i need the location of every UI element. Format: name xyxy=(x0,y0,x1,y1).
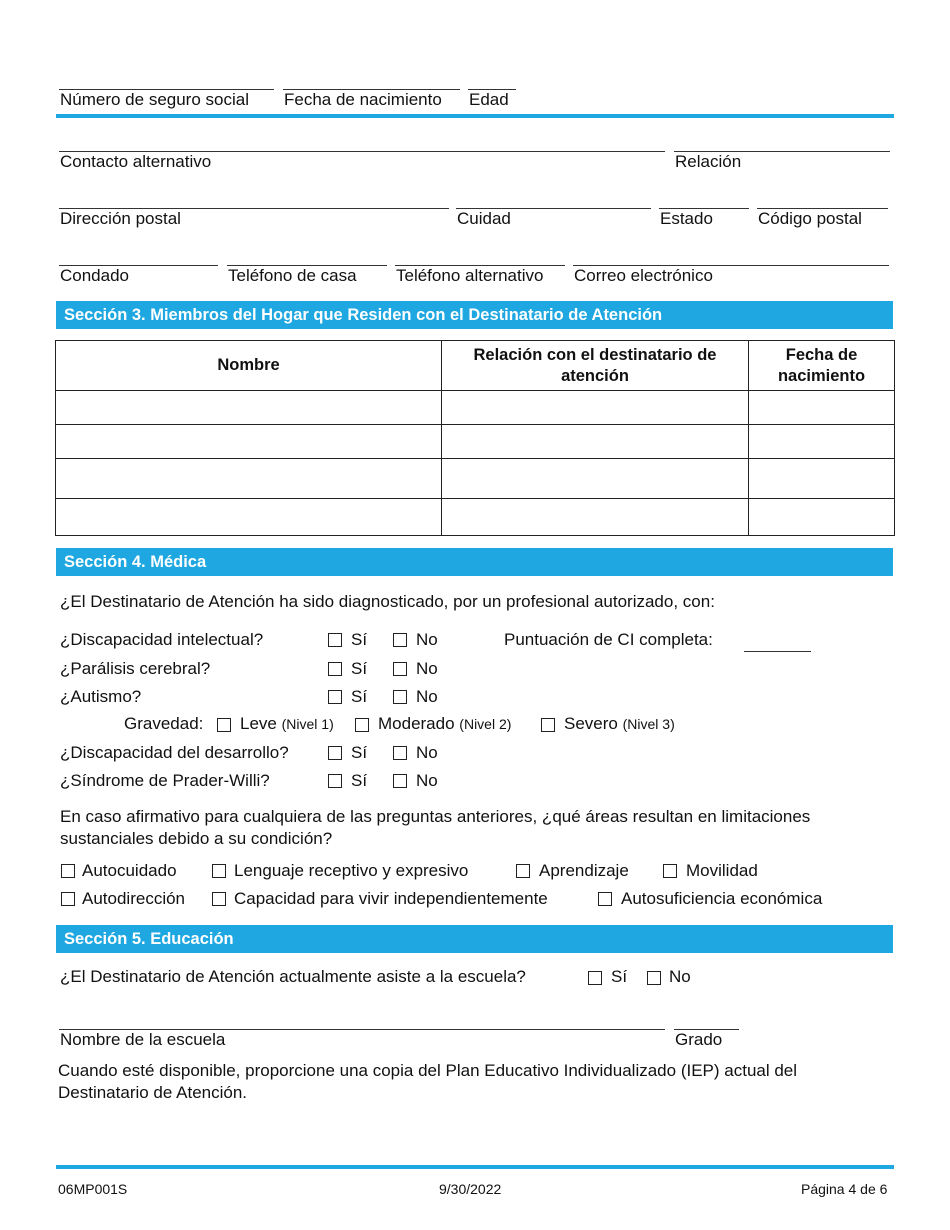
alt-phone-label: Teléfono alternativo xyxy=(396,266,544,285)
table-cell[interactable] xyxy=(442,499,749,536)
col-header-name: Nombre xyxy=(56,341,442,391)
table-cell[interactable] xyxy=(56,459,442,499)
prader-no-label: No xyxy=(416,771,438,790)
table-cell[interactable] xyxy=(749,459,895,499)
severity-mild-text: Leve xyxy=(240,714,277,733)
school-yes-label: Sí xyxy=(611,967,628,986)
area-mobility-label: Movilidad xyxy=(686,861,758,880)
prader-yes-checkbox[interactable] xyxy=(328,774,342,788)
table-row xyxy=(56,391,895,425)
footer-rule xyxy=(56,1165,894,1169)
area-mobility-checkbox[interactable] xyxy=(663,864,677,878)
cerebral-no-label: No xyxy=(416,659,438,678)
q-cerebral-label: ¿Parálisis cerebral? xyxy=(60,659,211,678)
developmental-no-label: No xyxy=(416,743,438,762)
iep-text-line2: Destinatario de Atención. xyxy=(58,1083,248,1102)
table-cell[interactable] xyxy=(56,425,442,459)
area-language-label: Lenguaje receptivo y expresivo xyxy=(234,861,469,880)
severity-moderate-label xyxy=(378,714,511,734)
severity-severe-label xyxy=(564,714,675,734)
state-label: Estado xyxy=(660,209,713,228)
school-yes-checkbox[interactable] xyxy=(588,971,602,985)
grade-label: Grado xyxy=(675,1030,723,1049)
prader-yes-label: Sí xyxy=(351,771,368,790)
county-field[interactable] xyxy=(59,265,218,285)
table-cell[interactable] xyxy=(749,499,895,536)
iq-score-input[interactable] xyxy=(744,651,811,652)
table-row xyxy=(56,425,895,459)
section-5-header: Sección 5. Educación xyxy=(56,925,893,953)
developmental-yes-checkbox[interactable] xyxy=(328,746,342,760)
zip-field[interactable] xyxy=(757,208,888,228)
ssn-field[interactable] xyxy=(59,89,274,109)
severity-severe-level: (Nivel 3) xyxy=(622,716,675,732)
email-field[interactable] xyxy=(573,265,889,285)
area-selfcare-checkbox[interactable] xyxy=(61,864,75,878)
school-no-label: No xyxy=(669,967,691,986)
home-phone-label: Teléfono de casa xyxy=(228,266,357,285)
grade-field[interactable] xyxy=(674,1029,739,1049)
state-field[interactable] xyxy=(659,208,749,228)
autism-yes-checkbox[interactable] xyxy=(328,690,342,704)
age-field[interactable] xyxy=(468,89,516,109)
table-header-row xyxy=(56,341,895,391)
area-economic-checkbox[interactable] xyxy=(598,892,612,906)
limitations-text-line2: sustanciales debido a su condición? xyxy=(60,829,333,848)
q-autism-label: ¿Autismo? xyxy=(60,687,142,706)
email-label: Correo electrónico xyxy=(574,266,713,285)
address-label: Dirección postal xyxy=(60,209,181,228)
table-cell[interactable] xyxy=(56,499,442,536)
section-rule-top xyxy=(56,114,894,118)
ssn-label: Número de seguro social xyxy=(60,90,249,109)
alt-contact-field[interactable] xyxy=(59,151,665,171)
col-header-dob: Fecha de nacimiento xyxy=(749,341,895,391)
autism-yes-label: Sí xyxy=(351,687,368,706)
relation-label: Relación xyxy=(675,152,742,171)
iep-text-line1: Cuando esté disponible, proporcione una copia del Plan Educativo Individualizado (IEP) actual del xyxy=(58,1061,798,1080)
area-selfdirection-checkbox[interactable] xyxy=(61,892,75,906)
form-date: 9/30/2022 xyxy=(439,1181,502,1197)
col-header-relation: Relación con el destinatario de atención xyxy=(442,341,749,391)
alt-phone-field[interactable] xyxy=(395,265,565,285)
autism-no-checkbox[interactable] xyxy=(393,690,407,704)
school-name-label: Nombre de la escuela xyxy=(60,1030,226,1049)
form-id: 06MP001S xyxy=(58,1181,128,1197)
section-3-header: Sección 3. Miembros del Hogar que Residen con el Destinatario de Atención xyxy=(56,301,893,329)
relation-field[interactable] xyxy=(674,151,890,171)
area-selfdirection-label: Autodirección xyxy=(82,889,186,908)
cerebral-yes-label: Sí xyxy=(351,659,368,678)
intellectual-no-checkbox[interactable] xyxy=(393,633,407,647)
page-number: Página 4 de 6 xyxy=(801,1181,888,1197)
school-no-checkbox[interactable] xyxy=(647,971,661,985)
severity-mild-checkbox[interactable] xyxy=(217,718,231,732)
developmental-no-checkbox[interactable] xyxy=(393,746,407,760)
severity-mild-level: (Nivel 1) xyxy=(281,716,334,732)
severity-moderate-text: Moderado xyxy=(378,714,455,733)
table-row xyxy=(56,499,895,536)
area-selfcare-label: Autocuidado xyxy=(82,861,177,880)
cerebral-no-checkbox[interactable] xyxy=(393,662,407,676)
home-phone-field[interactable] xyxy=(227,265,387,285)
school-name-field[interactable] xyxy=(59,1029,665,1049)
dob-label: Fecha de nacimiento xyxy=(284,90,442,109)
city-field[interactable] xyxy=(456,208,651,228)
city-label: Cuidad xyxy=(457,209,511,228)
table-cell[interactable] xyxy=(442,391,749,425)
intellectual-yes-checkbox[interactable] xyxy=(328,633,342,647)
severity-moderate-level: (Nivel 2) xyxy=(459,716,512,732)
severity-label: Gravedad: xyxy=(124,714,204,733)
severity-moderate-checkbox[interactable] xyxy=(355,718,369,732)
cerebral-yes-checkbox[interactable] xyxy=(328,662,342,676)
severity-mild-label xyxy=(240,714,334,734)
prader-no-checkbox[interactable] xyxy=(393,774,407,788)
medical-intro: ¿El Destinatario de Atención ha sido diagnosticado, por un profesional autorizado, con: xyxy=(60,592,715,611)
area-economic-label: Autosuficiencia económica xyxy=(621,889,823,908)
zip-label: Código postal xyxy=(758,209,862,228)
table-cell[interactable] xyxy=(56,391,442,425)
severity-severe-text: Severo xyxy=(564,714,618,733)
address-field[interactable] xyxy=(59,208,449,228)
iq-score-label: Puntuación de CI completa: xyxy=(504,630,713,649)
area-independent-checkbox[interactable] xyxy=(212,892,226,906)
intellectual-no-label: No xyxy=(416,630,438,649)
area-learning-label: Aprendizaje xyxy=(539,861,629,880)
school-question: ¿El Destinatario de Atención actualmente asiste a la escuela? xyxy=(60,967,526,986)
limitations-text-line1: En caso afirmativo para cualquiera de las preguntas anteriores, ¿qué áreas resultan en limitaciones xyxy=(60,807,811,826)
table-cell[interactable] xyxy=(749,391,895,425)
table-cell[interactable] xyxy=(749,425,895,459)
developmental-yes-label: Sí xyxy=(351,743,368,762)
section-4-header: Sección 4. Médica xyxy=(56,548,893,576)
table-row xyxy=(56,459,895,499)
autism-no-label: No xyxy=(416,687,438,706)
household-members-table xyxy=(55,340,895,536)
alt-contact-label: Contacto alternativo xyxy=(60,152,212,171)
intellectual-yes-label: Sí xyxy=(351,630,368,649)
county-label: Condado xyxy=(60,266,130,285)
table-cell[interactable] xyxy=(442,425,749,459)
severity-severe-checkbox[interactable] xyxy=(541,718,555,732)
q-prader-label: ¿Síndrome de Prader-Willi? xyxy=(60,771,270,790)
area-learning-checkbox[interactable] xyxy=(516,864,530,878)
table-cell[interactable] xyxy=(442,459,749,499)
q-developmental-label: ¿Discapacidad del desarrollo? xyxy=(60,743,289,762)
area-independent-label: Capacidad para vivir independientemente xyxy=(234,889,548,908)
age-label: Edad xyxy=(469,90,509,109)
dob-field[interactable] xyxy=(283,89,460,109)
area-language-checkbox[interactable] xyxy=(212,864,226,878)
q-intellectual-label: ¿Discapacidad intelectual? xyxy=(60,630,264,649)
